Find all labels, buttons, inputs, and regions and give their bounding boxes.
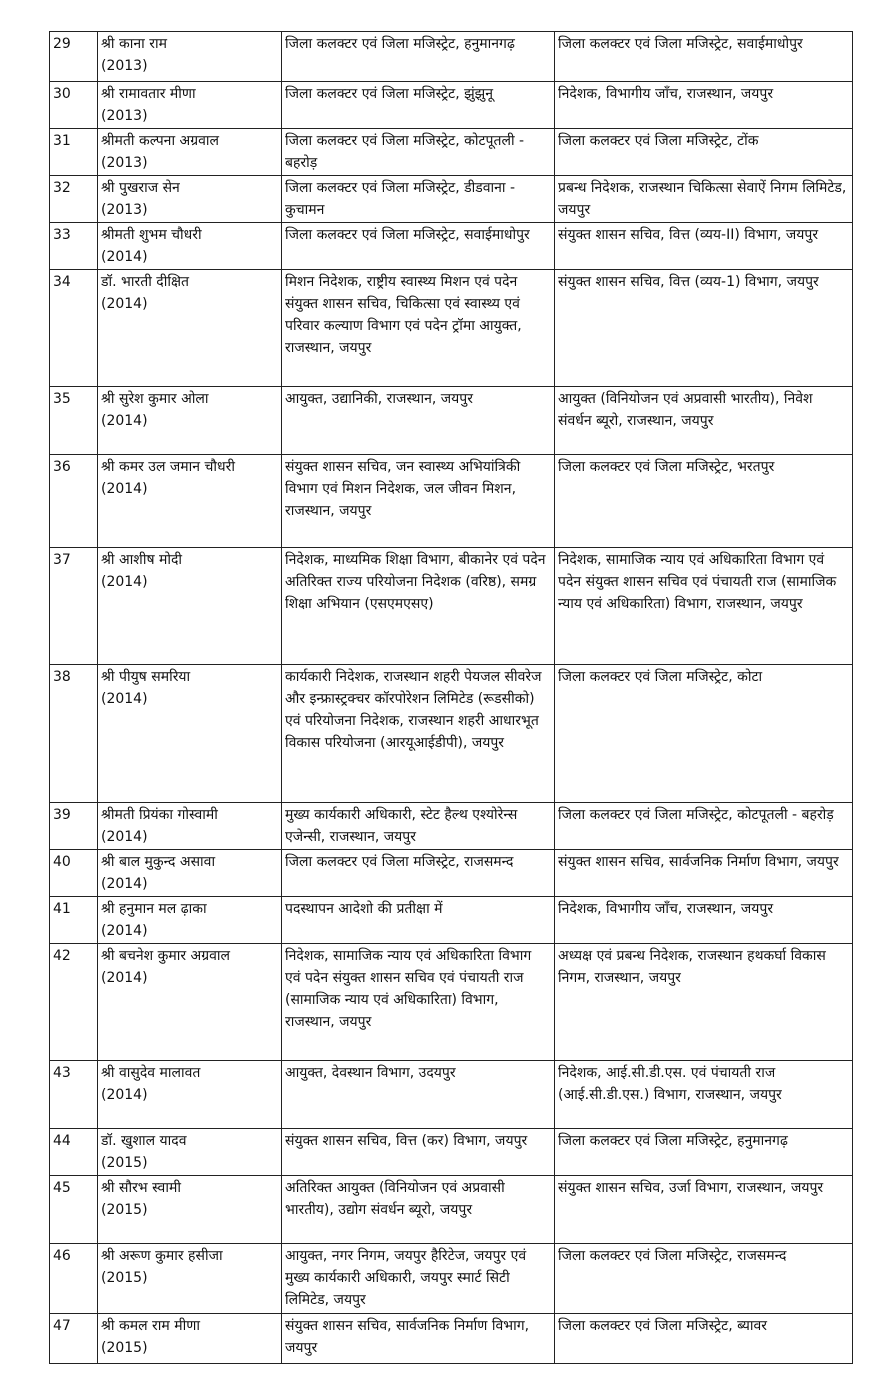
officer-batch-year: (2013): [101, 202, 148, 218]
current-posting-cell: आयुक्त, देवस्थान विभाग, उदयपुर: [282, 1061, 555, 1129]
officer-name-cell: [98, 548, 282, 665]
officer-batch-year: (2014): [101, 296, 148, 312]
officer-batch-year: (2014): [101, 413, 148, 429]
officer-name: श्री आशीष मोदी: [101, 552, 183, 568]
table-row: [50, 850, 853, 897]
table-row: [50, 129, 853, 176]
officer-name: श्री कमल राम मीणा: [101, 1318, 200, 1334]
serial-number-cell: 31: [50, 129, 98, 176]
officer-name: श्रीमती प्रियंका गोस्वामी: [101, 807, 218, 823]
current-posting-cell: जिला कलक्टर एवं जिला मजिस्ट्रेट, झुंझुनू: [282, 82, 555, 129]
serial-number-cell: 37: [50, 548, 98, 665]
officer-name: श्री पीयुष समरिया: [101, 669, 191, 685]
officer-name: श्री हनुमान मल ढ़ाका: [101, 901, 207, 917]
officer-name: श्री काना राम: [101, 36, 167, 52]
officer-name: डॉ. खुशाल यादव: [101, 1133, 187, 1149]
officer-name-cell: [98, 850, 282, 897]
officer-name: श्री अरूण कुमार हसीजा: [101, 1248, 223, 1264]
officer-name-cell: [98, 803, 282, 850]
current-posting-cell: मिशन निदेशक, राष्ट्रीय स्वास्थ्य मिशन एवं पदेन संयुक्त शासन सचिव, चिकित्सा एवं स्वास्थ्य एवं परिवार कल्याण विभाग एवं पदेन ट्रॉमा आयुक्त, राजस्थान, जयपुर: [282, 270, 555, 387]
officer-name-cell: [98, 1244, 282, 1314]
current-posting-cell: जिला कलक्टर एवं जिला मजिस्ट्रेट, सवाईमाधोपुर: [282, 223, 555, 270]
serial-number-cell: 35: [50, 387, 98, 455]
table-row: [50, 1061, 853, 1129]
officer-batch-year: (2014): [101, 691, 148, 707]
serial-number-cell: 29: [50, 32, 98, 82]
serial-number-cell: 36: [50, 455, 98, 548]
officer-name-cell: [98, 897, 282, 944]
serial-number-cell: 38: [50, 665, 98, 803]
officer-name-cell: [98, 82, 282, 129]
table-row: [50, 223, 853, 270]
officer-name: डॉ. भारती दीक्षित: [101, 274, 189, 290]
officer-name: श्री बाल मुकुन्द असावा: [101, 854, 216, 870]
new-posting-cell: आयुक्त (विनियोजन एवं अप्रवासी भारतीय), निवेश संवर्धन ब्यूरो, राजस्थान, जयपुर: [555, 387, 853, 455]
table-row: [50, 665, 853, 803]
officer-batch-year: (2015): [101, 1270, 148, 1286]
table-row: [50, 1176, 853, 1244]
officer-batch-year: (2014): [101, 970, 148, 986]
current-posting-cell: जिला कलक्टर एवं जिला मजिस्ट्रेट, कोटपूतली - बहरोड़: [282, 129, 555, 176]
current-posting-cell: अतिरिक्त आयुक्त (विनियोजन एवं अप्रवासी भारतीय), उद्योग संवर्धन ब्यूरो, जयपुर: [282, 1176, 555, 1244]
serial-number-cell: 47: [50, 1314, 98, 1364]
officer-name: श्री कमर उल जमान चौधरी: [101, 459, 235, 475]
current-posting-cell: कार्यकारी निदेशक, राजस्थान शहरी पेयजल सीवरेज और इन्फ्रास्ट्रक्चर कॉरपोरेशन लिमिटेड (रूडसीको) एवं परियोजना निदेशक, राजस्थान शहरी आधारभूत विकास परियोजना (आरयूआईडीपी), जयपुर: [282, 665, 555, 803]
officer-name: श्री बचनेश कुमार अग्रवाल: [101, 948, 231, 964]
officer-batch-year: (2013): [101, 155, 148, 171]
current-posting-cell: निदेशक, माध्यमिक शिक्षा विभाग, बीकानेर एवं पदेन अतिरिक्त राज्य परियोजना निदेशक (वरिष्ठ), समग्र शिक्षा अभियान (एसएमएसए): [282, 548, 555, 665]
officer-name-cell: [98, 1176, 282, 1244]
officer-name: श्रीमती शुभम चौधरी: [101, 227, 202, 243]
officer-batch-year: (2015): [101, 1340, 148, 1356]
new-posting-cell: अध्यक्ष एवं प्रबन्ध निदेशक, राजस्थान हथकर्घा विकास निगम, राजस्थान, जयपुर: [555, 944, 853, 1061]
officer-batch-year: (2015): [101, 1155, 148, 1171]
new-posting-cell: प्रबन्ध निदेशक, राजस्थान चिकित्सा सेवाऐं निगम लिमिटेड, जयपुर: [555, 176, 853, 223]
table-row: [50, 1314, 853, 1364]
table-row: [50, 387, 853, 455]
serial-number-cell: 41: [50, 897, 98, 944]
serial-number-cell: 33: [50, 223, 98, 270]
new-posting-cell: जिला कलक्टर एवं जिला मजिस्ट्रेट, ब्यावर: [555, 1314, 853, 1364]
officer-name-cell: [98, 32, 282, 82]
table-row: [50, 803, 853, 850]
officer-name: श्री वासुदेव मालावत: [101, 1065, 201, 1081]
new-posting-cell: निदेशक, आई.सी.डी.एस. एवं पंचायती राज (आई.सी.डी.एस.) विभाग, राजस्थान, जयपुर: [555, 1061, 853, 1129]
officer-name-cell: [98, 129, 282, 176]
officer-name: श्री सौरभ स्वामी: [101, 1180, 181, 1196]
serial-number-cell: 43: [50, 1061, 98, 1129]
new-posting-cell: निदेशक, विभागीय जाँच, राजस्थान, जयपुर: [555, 82, 853, 129]
serial-number-cell: 44: [50, 1129, 98, 1176]
officer-batch-year: (2014): [101, 876, 148, 892]
new-posting-cell: जिला कलक्टर एवं जिला मजिस्ट्रेट, टोंक: [555, 129, 853, 176]
current-posting-cell: जिला कलक्टर एवं जिला मजिस्ट्रेट, राजसमन्द: [282, 850, 555, 897]
officer-batch-year: (2015): [101, 1202, 148, 1218]
current-posting-cell: मुख्य कार्यकारी अधिकारी, स्टेट हैल्थ एश्योरेन्स एजेन्सी, राजस्थान, जयपुर: [282, 803, 555, 850]
new-posting-cell: निदेशक, सामाजिक न्याय एवं अधिकारिता विभाग एवं पदेन संयुक्त शासन सचिव एवं पंचायती राज (सामाजिक न्याय एवं अधिकारिता) विभाग, राजस्थान, जयपुर: [555, 548, 853, 665]
table-row: [50, 32, 853, 82]
table-row: [50, 1129, 853, 1176]
table-row: [50, 944, 853, 1061]
officer-name: श्री सुरेश कुमार ओला: [101, 391, 209, 407]
transfer-list-table: [49, 31, 853, 1364]
officer-name: श्री रामावतार मीणा: [101, 86, 196, 102]
table-row: [50, 548, 853, 665]
officer-batch-year: (2014): [101, 829, 148, 845]
officer-name: श्रीमती कल्पना अग्रवाल: [101, 133, 220, 149]
officer-batch-year: (2014): [101, 481, 148, 497]
current-posting-cell: जिला कलक्टर एवं जिला मजिस्ट्रेट, हनुमानगढ़: [282, 32, 555, 82]
table-row: [50, 82, 853, 129]
current-posting-cell: निदेशक, सामाजिक न्याय एवं अधिकारिता विभाग एवं पदेन संयुक्त शासन सचिव एवं पंचायती राज (सामाजिक न्याय एवं अधिकारिता) विभाग, राजस्थान, जयपुर: [282, 944, 555, 1061]
serial-number-cell: 39: [50, 803, 98, 850]
current-posting-cell: जिला कलक्टर एवं जिला मजिस्ट्रेट, डीडवाना - कुचामन: [282, 176, 555, 223]
table-row: [50, 1244, 853, 1314]
serial-number-cell: 34: [50, 270, 98, 387]
serial-number-cell: 45: [50, 1176, 98, 1244]
new-posting-cell: जिला कलक्टर एवं जिला मजिस्ट्रेट, कोटा: [555, 665, 853, 803]
officer-batch-year: (2014): [101, 249, 148, 265]
officer-name-cell: [98, 944, 282, 1061]
new-posting-cell: संयुक्त शासन सचिव, सार्वजनिक निर्माण विभाग, जयपुर: [555, 850, 853, 897]
officer-batch-year: (2014): [101, 1087, 148, 1103]
officer-batch-year: (2013): [101, 108, 148, 124]
officer-name-cell: [98, 270, 282, 387]
officer-name-cell: [98, 1061, 282, 1129]
table-row: [50, 455, 853, 548]
serial-number-cell: 32: [50, 176, 98, 223]
officer-batch-year: (2014): [101, 574, 148, 590]
current-posting-cell: पदस्थापन आदेशो की प्रतीक्षा में: [282, 897, 555, 944]
officer-batch-year: (2013): [101, 58, 148, 74]
new-posting-cell: जिला कलक्टर एवं जिला मजिस्ट्रेट, भरतपुर: [555, 455, 853, 548]
current-posting-cell: संयुक्त शासन सचिव, वित्त (कर) विभाग, जयपुर: [282, 1129, 555, 1176]
new-posting-cell: संयुक्त शासन सचिव, वित्त (व्यय-II) विभाग, जयपुर: [555, 223, 853, 270]
current-posting-cell: आयुक्त, नगर निगम, जयपुर हैरिटेज, जयपुर एवं मुख्य कार्यकारी अधिकारी, जयपुर स्मार्ट सिटी लिमिटेड, जयपुर: [282, 1244, 555, 1314]
new-posting-cell: संयुक्त शासन सचिव, उर्जा विभाग, राजस्थान, जयपुर: [555, 1176, 853, 1244]
serial-number-cell: 42: [50, 944, 98, 1061]
officer-name-cell: [98, 387, 282, 455]
table-row: [50, 270, 853, 387]
current-posting-cell: आयुक्त, उद्यानिकी, राजस्थान, जयपुर: [282, 387, 555, 455]
officer-name-cell: [98, 1129, 282, 1176]
officer-name-cell: [98, 1314, 282, 1364]
new-posting-cell: जिला कलक्टर एवं जिला मजिस्ट्रेट, सवाईमाधोपुर: [555, 32, 853, 82]
serial-number-cell: 46: [50, 1244, 98, 1314]
officer-name: श्री पुखराज सेन: [101, 180, 180, 196]
table-row: [50, 897, 853, 944]
officer-name-cell: [98, 176, 282, 223]
table-body: [50, 32, 853, 1364]
table-row: [50, 176, 853, 223]
new-posting-cell: जिला कलक्टर एवं जिला मजिस्ट्रेट, कोटपूतली - बहरोड़: [555, 803, 853, 850]
officer-name-cell: [98, 223, 282, 270]
new-posting-cell: जिला कलक्टर एवं जिला मजिस्ट्रेट, हनुमानगढ़: [555, 1129, 853, 1176]
current-posting-cell: संयुक्त शासन सचिव, सार्वजनिक निर्माण विभाग, जयपुर: [282, 1314, 555, 1364]
new-posting-cell: निदेशक, विभागीय जाँच, राजस्थान, जयपुर: [555, 897, 853, 944]
officer-batch-year: (2014): [101, 923, 148, 939]
new-posting-cell: जिला कलक्टर एवं जिला मजिस्ट्रेट, राजसमन्द: [555, 1244, 853, 1314]
serial-number-cell: 30: [50, 82, 98, 129]
new-posting-cell: संयुक्त शासन सचिव, वित्त (व्यय-1) विभाग, जयपुर: [555, 270, 853, 387]
serial-number-cell: 40: [50, 850, 98, 897]
officer-name-cell: [98, 455, 282, 548]
officer-name-cell: [98, 665, 282, 803]
current-posting-cell: संयुक्त शासन सचिव, जन स्वास्थ्य अभियांत्रिकी विभाग एवं मिशन निदेशक, जल जीवन मिशन, राजस्थान, जयपुर: [282, 455, 555, 548]
